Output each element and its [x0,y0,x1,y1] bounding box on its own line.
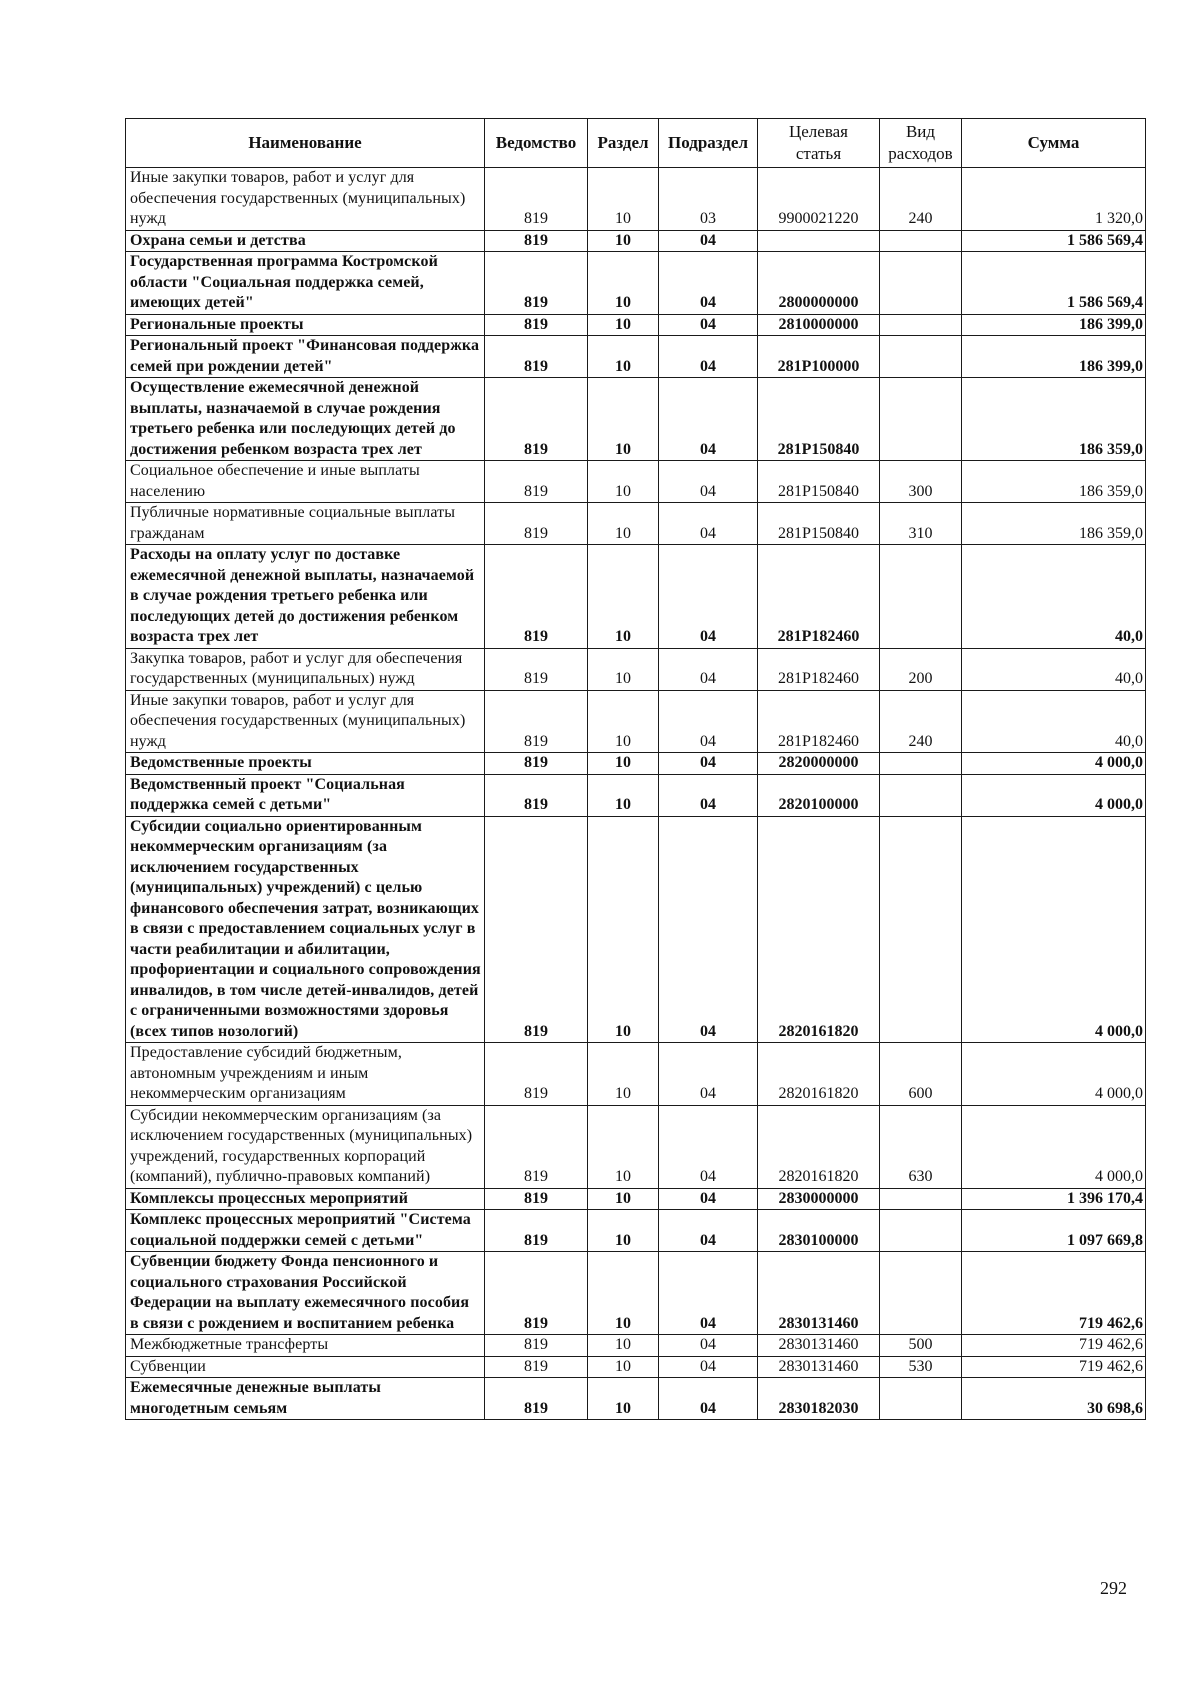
cell-type [880,252,962,315]
table-row [126,1043,1146,1106]
header-row [126,119,1146,168]
cell-name: Социальное обеспечение и иные выплаты населению [126,461,485,503]
table-row [126,774,1146,816]
table-row [126,1335,1146,1357]
cell-type [880,753,962,775]
cell-dept: 819 [485,648,588,690]
cell-name: Комплекс процессных мероприятий "Система социальной поддержки семей с детьми" [126,1210,485,1252]
cell-target: 281P150840 [758,378,880,461]
cell-target: 2820161820 [758,816,880,1043]
cell-type: 630 [880,1105,962,1188]
header-subsection: Подраздел [659,119,758,168]
cell-sum: 186 359,0 [962,461,1146,503]
cell-section: 10 [588,336,659,378]
header-sum: Сумма [962,119,1146,168]
cell-sum: 1 586 569,4 [962,230,1146,252]
cell-dept: 819 [485,1105,588,1188]
cell-target: 2830000000 [758,1188,880,1210]
cell-subsection: 04 [659,252,758,315]
table-row [126,1210,1146,1252]
cell-dept: 819 [485,252,588,315]
cell-name: Закупка товаров, работ и услуг для обеспечения государственных (муниципальных) нужд [126,648,485,690]
cell-dept: 819 [485,816,588,1043]
header-target [758,119,880,168]
cell-sum: 186 359,0 [962,378,1146,461]
cell-subsection: 04 [659,378,758,461]
cell-section: 10 [588,545,659,649]
cell-type [880,314,962,336]
cell-type [880,1188,962,1210]
cell-name: Публичные нормативные социальные выплаты гражданам [126,503,485,545]
cell-dept: 819 [485,1378,588,1420]
cell-sum: 1 097 669,8 [962,1210,1146,1252]
cell-subsection: 04 [659,774,758,816]
cell-sum: 719 462,6 [962,1252,1146,1335]
cell-section: 10 [588,1378,659,1420]
cell-sum: 1 586 569,4 [962,252,1146,315]
cell-name: Иные закупки товаров, работ и услуг для обеспечения государственных (муниципальных) нужд [126,690,485,753]
cell-dept: 819 [485,1252,588,1335]
cell-target: 2830100000 [758,1210,880,1252]
cell-target: 2830182030 [758,1378,880,1420]
cell-subsection: 04 [659,1105,758,1188]
table-row [126,545,1146,649]
cell-target: 2830131460 [758,1335,880,1357]
cell-target: 281P182460 [758,690,880,753]
cell-name: Субвенции [126,1356,485,1378]
cell-type: 300 [880,461,962,503]
cell-sum: 4 000,0 [962,753,1146,775]
cell-dept: 819 [485,545,588,649]
cell-subsection: 04 [659,753,758,775]
cell-subsection: 04 [659,1043,758,1106]
header-name: Наименование [126,119,485,168]
cell-dept: 819 [485,1210,588,1252]
table-row [126,1356,1146,1378]
cell-sum: 4 000,0 [962,774,1146,816]
cell-type [880,1210,962,1252]
cell-section: 10 [588,690,659,753]
header-type-line1: Вид [905,122,936,141]
header-type-line2: расходов [888,144,953,163]
cell-name: Субсидии некоммерческим организациям (за исключением государственных (муниципальных) учреждений, государственных корпораций (компаний), публично-правовых компаний) [126,1105,485,1188]
cell-subsection: 04 [659,503,758,545]
cell-type [880,774,962,816]
cell-name: Ежемесячные денежные выплаты многодетным семьям [126,1378,485,1420]
table-row [126,230,1146,252]
cell-section: 10 [588,1210,659,1252]
cell-subsection: 04 [659,1252,758,1335]
table-row [126,1105,1146,1188]
cell-target: 281P150840 [758,461,880,503]
cell-section: 10 [588,252,659,315]
cell-section: 10 [588,230,659,252]
cell-dept: 819 [485,336,588,378]
cell-subsection: 04 [659,230,758,252]
cell-dept: 819 [485,1356,588,1378]
cell-target: 281P100000 [758,336,880,378]
cell-dept: 819 [485,461,588,503]
header-type [880,119,962,168]
cell-dept: 819 [485,690,588,753]
cell-section: 10 [588,1252,659,1335]
cell-subsection: 04 [659,545,758,649]
cell-type: 530 [880,1356,962,1378]
cell-target: 2820161820 [758,1043,880,1106]
table-row [126,503,1146,545]
header-dept: Ведомство [485,119,588,168]
cell-section: 10 [588,1105,659,1188]
cell-dept: 819 [485,314,588,336]
cell-target: 2830131460 [758,1252,880,1335]
cell-subsection: 04 [659,336,758,378]
cell-sum: 40,0 [962,648,1146,690]
cell-name: Предоставление субсидий бюджетным, автономным учреждениям и иным некоммерческим организациям [126,1043,485,1106]
cell-subsection: 04 [659,816,758,1043]
cell-sum: 4 000,0 [962,816,1146,1043]
cell-target [758,230,880,252]
cell-type: 600 [880,1043,962,1106]
cell-section: 10 [588,648,659,690]
table-row [126,378,1146,461]
cell-name: Охрана семьи и детства [126,230,485,252]
cell-type [880,230,962,252]
cell-type [880,336,962,378]
cell-name: Ведомственный проект "Социальная поддержка семей с детьми" [126,774,485,816]
cell-name: Осуществление ежемесячной денежной выплаты, назначаемой в случае рождения третьего ребенка или последующих детей до достижения ребенком возраста трех лет [126,378,485,461]
cell-dept: 819 [485,168,588,231]
cell-subsection: 04 [659,314,758,336]
cell-sum: 40,0 [962,545,1146,649]
budget-table [125,118,1146,1420]
cell-sum: 719 462,6 [962,1356,1146,1378]
table-row [126,461,1146,503]
cell-subsection: 03 [659,168,758,231]
table-row [126,168,1146,231]
cell-subsection: 04 [659,1378,758,1420]
cell-target: 281P182460 [758,648,880,690]
cell-name: Расходы на оплату услуг по доставке ежемесячной денежной выплаты, назначаемой в случае рождения третьего ребенка или последующих детей до достижения ребенком возраста трех лет [126,545,485,649]
cell-section: 10 [588,1043,659,1106]
cell-section: 10 [588,816,659,1043]
cell-dept: 819 [485,1188,588,1210]
page-number: 292 [1100,1578,1127,1598]
table-row [126,1188,1146,1210]
header-target-line2: статья [795,144,842,163]
cell-name: Государственная программа Костромской области "Социальная поддержка семей, имеющих детей" [126,252,485,315]
cell-dept: 819 [485,1043,588,1106]
table-row [126,314,1146,336]
cell-section: 10 [588,1356,659,1378]
cell-name: Межбюджетные трансферты [126,1335,485,1357]
table-row [126,753,1146,775]
cell-subsection: 04 [659,461,758,503]
cell-type: 240 [880,168,962,231]
table-row [126,1252,1146,1335]
cell-type: 240 [880,690,962,753]
cell-type [880,1252,962,1335]
table-body [126,168,1146,1420]
cell-section: 10 [588,461,659,503]
cell-target: 2820161820 [758,1105,880,1188]
header-target-line1: Целевая [788,122,849,141]
cell-subsection: 04 [659,1210,758,1252]
cell-subsection: 04 [659,1356,758,1378]
table-row [126,816,1146,1043]
table-row [126,690,1146,753]
cell-target: 2800000000 [758,252,880,315]
cell-sum: 4 000,0 [962,1105,1146,1188]
cell-sum: 186 359,0 [962,503,1146,545]
table-row [126,1378,1146,1420]
cell-type: 500 [880,1335,962,1357]
cell-type [880,378,962,461]
table-row [126,252,1146,315]
cell-subsection: 04 [659,648,758,690]
cell-dept: 819 [485,378,588,461]
cell-name: Субсидии социально ориентированным некоммерческим организациям (за исключением государственных (муниципальных) учреждений) с целью финансового обеспечения затрат, возникающих в связи с предоставлением социальных услуг в части реабилитации и абилитации, профориентации и социального сопровождения инвалидов, в том числе детей-инвалидов, детей с ограниченными возможностями здоровья (всех типов нозологий) [126,816,485,1043]
cell-target: 2820000000 [758,753,880,775]
cell-section: 10 [588,378,659,461]
cell-sum: 4 000,0 [962,1043,1146,1106]
cell-subsection: 04 [659,1335,758,1357]
cell-sum: 719 462,6 [962,1335,1146,1357]
cell-sum: 186 399,0 [962,314,1146,336]
cell-section: 10 [588,753,659,775]
cell-dept: 819 [485,1335,588,1357]
cell-type: 200 [880,648,962,690]
cell-name: Региональные проекты [126,314,485,336]
table-row [126,336,1146,378]
cell-name: Иные закупки товаров, работ и услуг для обеспечения государственных (муниципальных) нужд [126,168,485,231]
cell-target: 2830131460 [758,1356,880,1378]
cell-name: Региональный проект "Финансовая поддержка семей при рождении детей" [126,336,485,378]
cell-section: 10 [588,503,659,545]
header-section: Раздел [588,119,659,168]
cell-type [880,545,962,649]
cell-subsection: 04 [659,1188,758,1210]
cell-sum: 1 320,0 [962,168,1146,231]
cell-sum: 40,0 [962,690,1146,753]
cell-target: 281P182460 [758,545,880,649]
cell-sum: 186 399,0 [962,336,1146,378]
cell-section: 10 [588,774,659,816]
cell-type: 310 [880,503,962,545]
cell-name: Субвенции бюджету Фонда пенсионного и социального страхования Российской Федерации на выплату ежемесячного пособия в связи с рождением и воспитанием ребенка [126,1252,485,1335]
cell-dept: 819 [485,503,588,545]
cell-dept: 819 [485,774,588,816]
cell-sum: 30 698,6 [962,1378,1146,1420]
cell-target: 2820100000 [758,774,880,816]
table-row [126,648,1146,690]
cell-target: 9900021220 [758,168,880,231]
cell-section: 10 [588,168,659,231]
cell-dept: 819 [485,230,588,252]
cell-section: 10 [588,1188,659,1210]
cell-type [880,1378,962,1420]
cell-name: Ведомственные проекты [126,753,485,775]
cell-type [880,816,962,1043]
cell-target: 2810000000 [758,314,880,336]
cell-section: 10 [588,314,659,336]
cell-sum: 1 396 170,4 [962,1188,1146,1210]
cell-name: Комплексы процессных мероприятий [126,1188,485,1210]
cell-dept: 819 [485,753,588,775]
cell-subsection: 04 [659,690,758,753]
cell-target: 281P150840 [758,503,880,545]
cell-section: 10 [588,1335,659,1357]
